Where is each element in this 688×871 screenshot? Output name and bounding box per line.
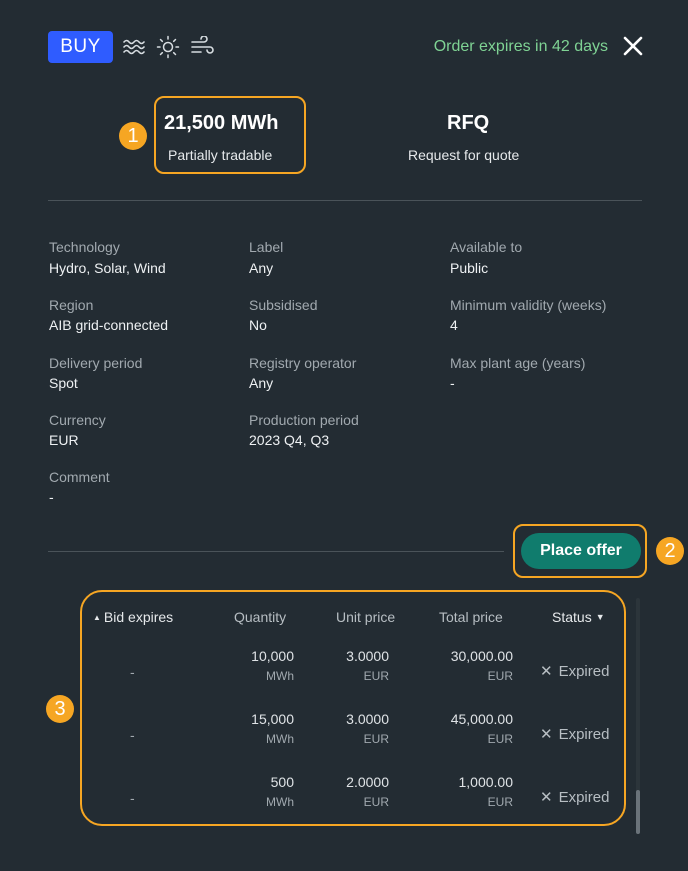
- table-row[interactable]: [86, 640, 624, 696]
- unit-price-currency-cell: EUR: [363, 795, 389, 809]
- status-cell: [540, 788, 609, 806]
- technology-label: Technology: [49, 239, 120, 255]
- unit-price-currency-cell: EUR: [363, 669, 389, 683]
- region-value: AIB grid-connected: [49, 317, 169, 333]
- buy-badge: BUY: [48, 31, 113, 63]
- table-scrollbar-thumb[interactable]: [636, 790, 640, 834]
- place-offer-button[interactable]: Place offer: [521, 533, 641, 569]
- total-price-cell: 1,000.00: [458, 774, 513, 790]
- region-label: Region: [49, 297, 94, 313]
- divider: [48, 200, 642, 201]
- bid-expires-header[interactable]: [93, 609, 173, 625]
- unit-price-header[interactable]: Unit price: [336, 609, 396, 625]
- annotation-marker-1: 1: [119, 122, 147, 150]
- status-header-label: Status: [552, 609, 592, 625]
- total-price-header[interactable]: Total price: [439, 609, 503, 625]
- subsidised-value: No: [249, 317, 267, 333]
- tradable-status: Partially tradable: [168, 147, 273, 163]
- order-type: RFQ: [447, 112, 490, 134]
- registry-operator-value: Any: [249, 375, 274, 391]
- status-cell: [540, 725, 609, 743]
- close-icon[interactable]: [620, 33, 646, 59]
- total-quantity: 21,500 MWh: [164, 112, 279, 134]
- total-price-cell: 30,000.00: [450, 648, 513, 664]
- delivery-period-label: Delivery period: [49, 355, 143, 371]
- currency-label: Currency: [49, 412, 106, 428]
- sun-icon: [156, 35, 180, 59]
- unit-price-currency-cell: EUR: [363, 732, 389, 746]
- total-price-currency-cell: EUR: [487, 732, 513, 746]
- status-header[interactable]: [552, 609, 605, 625]
- waves-icon: [122, 37, 146, 57]
- quantity-cell: 15,000: [251, 711, 294, 727]
- sort-down-icon: ▼: [595, 612, 605, 622]
- comment-label: Comment: [49, 469, 110, 485]
- total-price-currency-cell: EUR: [487, 669, 513, 683]
- validity-label: Minimum validity (weeks): [450, 297, 607, 313]
- available-to-value: Public: [450, 260, 489, 276]
- close-icon: ✕: [540, 789, 553, 806]
- status-label: Expired: [558, 726, 610, 743]
- subsidised-label: Subsidised: [249, 297, 318, 313]
- status-label: Expired: [558, 789, 610, 806]
- bid-expires-cell: -: [130, 664, 135, 680]
- validity-value: 4: [450, 317, 458, 333]
- total-price-currency-cell: EUR: [487, 795, 513, 809]
- status-label: Expired: [558, 663, 610, 680]
- bid-expires-header-label: Bid expires: [103, 609, 174, 625]
- quantity-cell: 10,000: [251, 648, 294, 664]
- registry-operator-label: Registry operator: [249, 355, 357, 371]
- technology-value: Hydro, Solar, Wind: [49, 260, 166, 276]
- quantity-cell: 500: [270, 774, 294, 790]
- label-label: Label: [249, 239, 284, 255]
- wind-icon: [190, 36, 214, 58]
- plant-age-value: -: [450, 375, 455, 391]
- close-icon: ✕: [540, 663, 553, 680]
- comment-value: -: [49, 489, 54, 505]
- quantity-unit-cell: MWh: [266, 732, 294, 746]
- delivery-period-value: Spot: [49, 375, 78, 391]
- currency-value: EUR: [49, 432, 79, 448]
- bid-expires-cell: -: [130, 790, 135, 806]
- quantity-unit-cell: MWh: [266, 795, 294, 809]
- status-cell: [540, 662, 609, 680]
- production-period-value: 2023 Q4, Q3: [249, 432, 330, 448]
- total-price-cell: 45,000.00: [450, 711, 513, 727]
- order-type-description: Request for quote: [408, 147, 520, 163]
- unit-price-cell: 2.0000: [346, 774, 389, 790]
- bid-expires-cell: -: [130, 727, 135, 743]
- annotation-marker-2: 2: [656, 537, 684, 565]
- quantity-unit-cell: MWh: [266, 669, 294, 683]
- table-row[interactable]: [86, 703, 624, 759]
- close-icon: ✕: [540, 726, 553, 743]
- unit-price-cell: 3.0000: [346, 648, 389, 664]
- quantity-header[interactable]: Quantity: [234, 609, 287, 625]
- available-to-label: Available to: [450, 239, 523, 255]
- table-row[interactable]: [86, 766, 624, 822]
- expiry-notice: Order expires in 42 days: [433, 38, 608, 55]
- production-period-label: Production period: [249, 412, 359, 428]
- divider: [48, 551, 504, 552]
- annotation-marker-3: 3: [46, 695, 74, 723]
- plant-age-label: Max plant age (years): [450, 355, 586, 371]
- label-value: Any: [249, 260, 274, 276]
- unit-price-cell: 3.0000: [346, 711, 389, 727]
- sort-up-icon: ▲: [93, 612, 101, 622]
